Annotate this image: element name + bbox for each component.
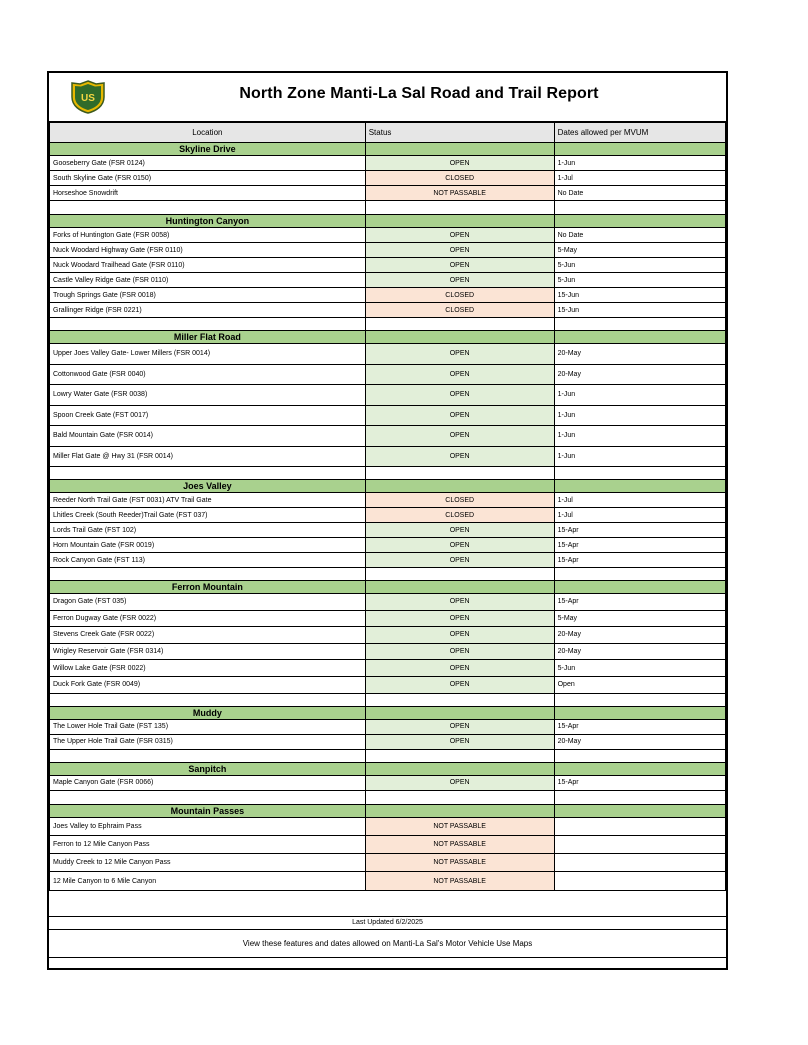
location-cell: Miller Flat Gate @ Hwy 31 (FSR 0014) <box>50 446 366 467</box>
location-cell: Joes Valley to Ephraim Pass <box>50 817 366 835</box>
date-cell: 15-Apr <box>554 553 725 568</box>
location-cell: Upper Joes Valley Gate- Lower Millers (FSR 0014) <box>50 344 366 365</box>
table-row <box>50 493 726 508</box>
status-cell: OPEN <box>365 364 554 385</box>
date-cell <box>554 835 725 853</box>
blank-row <box>50 790 726 804</box>
location-cell: The Lower Hole Trail Gate (FST 135) <box>50 719 366 734</box>
location-cell: Willow Lake Gate (FSR 0022) <box>50 660 366 677</box>
table-row <box>50 610 726 627</box>
blank-cell <box>365 693 554 706</box>
blank-cell <box>554 318 725 331</box>
date-cell: 5-Jun <box>554 660 725 677</box>
status-cell: CLOSED <box>365 303 554 318</box>
table-row <box>50 344 726 365</box>
column-header-location: Location <box>50 123 366 143</box>
status-cell: NOT PASSABLE <box>365 817 554 835</box>
table-row <box>50 508 726 523</box>
table-row <box>50 171 726 186</box>
blank-cell <box>50 318 366 331</box>
location-cell: The Upper Hole Trail Gate (FSR 0315) <box>50 734 366 749</box>
section-header <box>50 706 726 719</box>
date-cell: 20-May <box>554 364 725 385</box>
section-date-cell <box>554 143 725 156</box>
date-cell: 15-Apr <box>554 719 725 734</box>
status-cell: OPEN <box>365 553 554 568</box>
blank-cell <box>554 201 725 215</box>
status-cell: OPEN <box>365 643 554 660</box>
blank-row <box>50 201 726 215</box>
table-row <box>50 553 726 568</box>
date-cell: 1-Jun <box>554 385 725 406</box>
status-cell: OPEN <box>365 676 554 693</box>
location-cell: 12 Mile Canyon to 6 Mile Canyon <box>50 872 366 890</box>
section-status-cell <box>365 581 554 594</box>
date-cell: 5-Jun <box>554 258 725 273</box>
status-cell: OPEN <box>365 273 554 288</box>
date-cell: No Date <box>554 228 725 243</box>
blank-cell <box>365 568 554 581</box>
section-date-cell <box>554 480 725 493</box>
status-cell: OPEN <box>365 446 554 467</box>
report-header <box>49 73 726 122</box>
status-cell: OPEN <box>365 734 554 749</box>
location-cell: Reeder North Trail Gate (FST 0031) ATV Trail Gate <box>50 493 366 508</box>
date-cell: 1-Jun <box>554 426 725 447</box>
last-updated: Last Updated 6/2/2025 <box>49 916 726 929</box>
section-date-cell <box>554 804 725 817</box>
date-cell: No Date <box>554 186 725 201</box>
section-status-cell <box>365 331 554 344</box>
table-row <box>50 288 726 303</box>
section-header <box>50 215 726 228</box>
blank-cell <box>365 749 554 762</box>
table-row <box>50 426 726 447</box>
section-header <box>50 804 726 817</box>
location-cell: Muddy Creek to 12 Mile Canyon Pass <box>50 854 366 872</box>
status-cell: OPEN <box>365 538 554 553</box>
status-cell: OPEN <box>365 243 554 258</box>
status-cell: OPEN <box>365 719 554 734</box>
status-cell: NOT PASSABLE <box>365 186 554 201</box>
section-header <box>50 143 726 156</box>
status-cell: OPEN <box>365 775 554 790</box>
location-cell: Nuck Woodard Highway Gate (FSR 0110) <box>50 243 366 258</box>
section-name: Miller Flat Road <box>50 331 366 344</box>
location-cell: Dragon Gate (FST 035) <box>50 594 366 611</box>
date-cell: 15-Jun <box>554 288 725 303</box>
report-title: North Zone Manti-La Sal Road and Trail Report <box>239 85 599 102</box>
date-cell: 5-May <box>554 610 725 627</box>
date-cell: 15-Apr <box>554 523 725 538</box>
table-row <box>50 523 726 538</box>
table-row <box>50 446 726 467</box>
table-row <box>50 643 726 660</box>
section-header <box>50 480 726 493</box>
table-row <box>50 273 726 288</box>
date-cell: 1-Jul <box>554 493 725 508</box>
status-cell: OPEN <box>365 660 554 677</box>
section-status-cell <box>365 480 554 493</box>
table-row <box>50 594 726 611</box>
status-cell: OPEN <box>365 344 554 365</box>
date-cell: 1-Jun <box>554 446 725 467</box>
section-status-cell <box>365 804 554 817</box>
table-row <box>50 835 726 853</box>
location-cell: Nuck Woodard Trailhead Gate (FSR 0110) <box>50 258 366 273</box>
date-cell: 15-Jun <box>554 303 725 318</box>
table-row <box>50 817 726 835</box>
blank-cell <box>554 467 725 480</box>
date-cell <box>554 817 725 835</box>
blank-row <box>50 318 726 331</box>
section-date-cell <box>554 215 725 228</box>
status-cell: NOT PASSABLE <box>365 835 554 853</box>
blank-cell <box>50 201 366 215</box>
section-header <box>50 581 726 594</box>
date-cell: 1-Jun <box>554 405 725 426</box>
date-cell: 20-May <box>554 734 725 749</box>
table-row <box>50 538 726 553</box>
location-cell: Castle Valley Ridge Gate (FSR 0110) <box>50 273 366 288</box>
section-header <box>50 762 726 775</box>
section-name: Huntington Canyon <box>50 215 366 228</box>
date-cell: 15-Apr <box>554 775 725 790</box>
blank-cell <box>554 790 725 804</box>
table-row <box>50 627 726 644</box>
location-cell: Forks of Huntington Gate (FSR 0058) <box>50 228 366 243</box>
status-cell: OPEN <box>365 258 554 273</box>
blank-cell <box>554 693 725 706</box>
mvum-note: View these features and dates allowed on Manti-La Sal's Motor Vehicle Use Maps <box>49 929 726 958</box>
location-cell: Rock Canyon Gate (FST 113) <box>50 553 366 568</box>
table-row <box>50 660 726 677</box>
table-row <box>50 872 726 890</box>
section-name: Mountain Passes <box>50 804 366 817</box>
location-cell: Grallinger Ridge (FSR 0221) <box>50 303 366 318</box>
status-cell: NOT PASSABLE <box>365 872 554 890</box>
table-row <box>50 228 726 243</box>
location-cell: Lhitles Creek (South Reeder)Trail Gate (FST 037) <box>50 508 366 523</box>
status-cell: OPEN <box>365 426 554 447</box>
section-date-cell <box>554 706 725 719</box>
date-cell: 15-Apr <box>554 538 725 553</box>
status-cell: CLOSED <box>365 493 554 508</box>
report-sheet <box>47 71 728 970</box>
status-cell: OPEN <box>365 228 554 243</box>
date-cell: 1-Jul <box>554 508 725 523</box>
location-cell: Wrigley Reservoir Gate (FSR 0314) <box>50 643 366 660</box>
location-cell: Horn Mountain Gate (FSR 0019) <box>50 538 366 553</box>
table-row <box>50 243 726 258</box>
blank-cell <box>50 790 366 804</box>
date-cell: 1-Jul <box>554 171 725 186</box>
table-row <box>50 676 726 693</box>
location-cell: Gooseberry Gate (FSR 0124) <box>50 156 366 171</box>
report-table <box>49 122 726 891</box>
location-cell: Horseshoe Snowdrift <box>50 186 366 201</box>
section-name: Skyline Drive <box>50 143 366 156</box>
blank-row <box>50 749 726 762</box>
date-cell: 15-Apr <box>554 594 725 611</box>
section-name: Sanpitch <box>50 762 366 775</box>
section-header <box>50 331 726 344</box>
location-cell: Ferron to 12 Mile Canyon Pass <box>50 835 366 853</box>
table-row <box>50 385 726 406</box>
svg-text:US: US <box>81 93 95 104</box>
section-name: Joes Valley <box>50 480 366 493</box>
blank-row <box>50 467 726 480</box>
blank-row <box>50 568 726 581</box>
section-name: Ferron Mountain <box>50 581 366 594</box>
location-cell: Bald Mountain Gate (FSR 0014) <box>50 426 366 447</box>
date-cell <box>554 854 725 872</box>
date-cell: Open <box>554 676 725 693</box>
blank-cell <box>365 201 554 215</box>
column-header-row <box>50 123 726 143</box>
location-cell: Duck Fork Gate (FSR 0049) <box>50 676 366 693</box>
section-date-cell <box>554 331 725 344</box>
section-status-cell <box>365 215 554 228</box>
column-header-status: Status <box>365 123 554 143</box>
table-row <box>50 775 726 790</box>
table-row <box>50 405 726 426</box>
table-row <box>50 719 726 734</box>
blank-cell <box>554 749 725 762</box>
location-cell: South Skyline Gate (FSR 0150) <box>50 171 366 186</box>
location-cell: Lowry Water Gate (FSR 0038) <box>50 385 366 406</box>
date-cell: 1-Jun <box>554 156 725 171</box>
blank-cell <box>50 693 366 706</box>
section-name: Muddy <box>50 706 366 719</box>
section-status-cell <box>365 706 554 719</box>
status-cell: OPEN <box>365 594 554 611</box>
table-row <box>50 734 726 749</box>
location-cell: Maple Canyon Gate (FSR 0066) <box>50 775 366 790</box>
blank-cell <box>554 568 725 581</box>
blank-cell <box>50 467 366 480</box>
blank-cell <box>365 318 554 331</box>
status-cell: CLOSED <box>365 508 554 523</box>
status-cell: OPEN <box>365 385 554 406</box>
status-cell: CLOSED <box>365 171 554 186</box>
date-cell: 5-May <box>554 243 725 258</box>
table-row <box>50 303 726 318</box>
status-cell: CLOSED <box>365 288 554 303</box>
location-cell: Lords Trail Gate (FST 102) <box>50 523 366 538</box>
table-row <box>50 258 726 273</box>
blank-cell <box>50 568 366 581</box>
blank-cell <box>365 790 554 804</box>
forest-service-shield-icon <box>69 80 107 114</box>
table-row <box>50 156 726 171</box>
location-cell: Spoon Creek Gate (FST 0017) <box>50 405 366 426</box>
location-cell: Trough Springs Gate (FSR 0018) <box>50 288 366 303</box>
status-cell: OPEN <box>365 156 554 171</box>
column-header-dates: Dates allowed per MVUM <box>554 123 725 143</box>
status-cell: OPEN <box>365 405 554 426</box>
date-cell: 20-May <box>554 627 725 644</box>
blank-cell <box>50 749 366 762</box>
status-cell: NOT PASSABLE <box>365 854 554 872</box>
blank-cell <box>365 467 554 480</box>
table-row <box>50 186 726 201</box>
date-cell: 20-May <box>554 643 725 660</box>
location-cell: Ferron Dugway Gate (FSR 0022) <box>50 610 366 627</box>
location-cell: Stevens Creek Gate (FSR 0022) <box>50 627 366 644</box>
table-row <box>50 854 726 872</box>
section-status-cell <box>365 143 554 156</box>
date-cell: 5-Jun <box>554 273 725 288</box>
blank-row <box>50 693 726 706</box>
date-cell: 20-May <box>554 344 725 365</box>
section-date-cell <box>554 581 725 594</box>
status-cell: OPEN <box>365 610 554 627</box>
section-status-cell <box>365 762 554 775</box>
date-cell <box>554 872 725 890</box>
status-cell: OPEN <box>365 523 554 538</box>
location-cell: Cottonwood Gate (FSR 0040) <box>50 364 366 385</box>
table-row <box>50 364 726 385</box>
status-cell: OPEN <box>365 627 554 644</box>
section-date-cell <box>554 762 725 775</box>
